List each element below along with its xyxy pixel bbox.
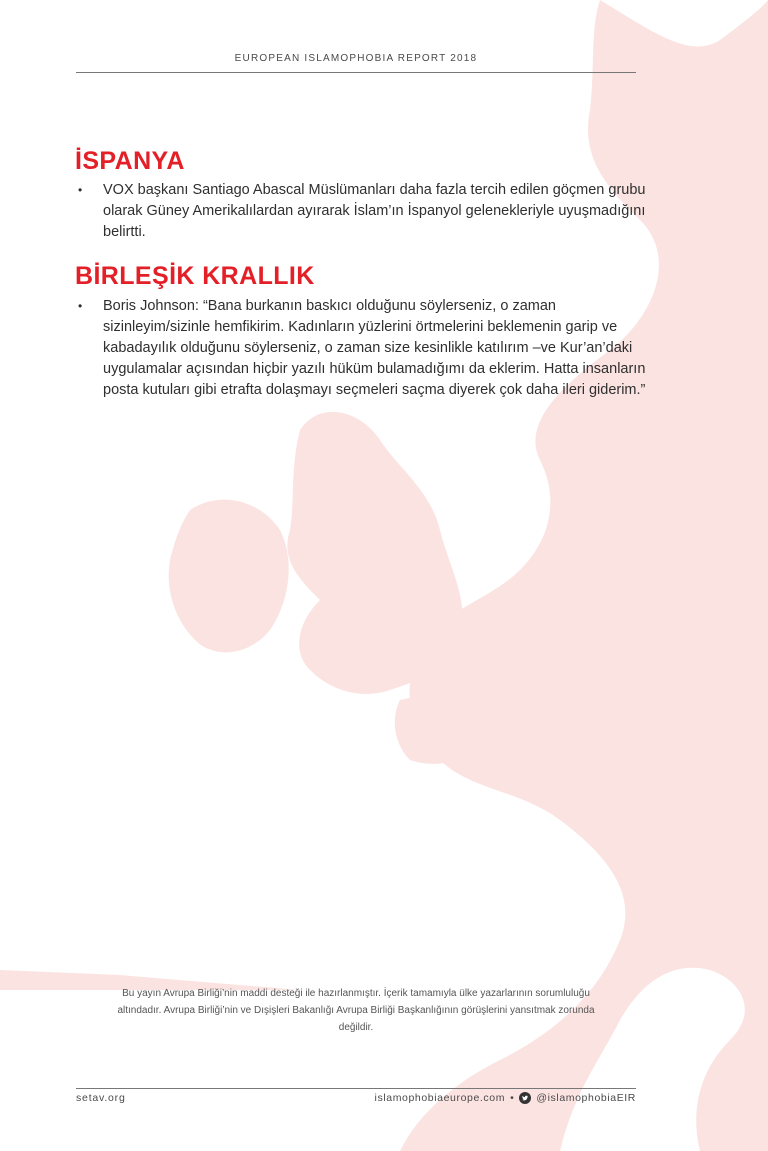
footer-twitter-handle[interactable]: @islamophobiaEIR	[536, 1092, 636, 1104]
bullet-icon: •	[78, 183, 83, 197]
header-divider	[76, 72, 636, 73]
list-item-spain	[78, 180, 678, 243]
footer-website-link[interactable]: islamophobiaeurope.com	[374, 1092, 506, 1104]
bullet-text: Boris Johnson: “Bana burkanın baskıcı olduğunu söylerseniz, o zaman sizinleyim/sizinle hemfikirim. Kadınların yüzlerini örtmelerini beklemenin garip ve kabadayılık olduğunu söylerseniz, o zaman size kesinlikle katılırım –ve Kur’an’daki uygulamalar açısından hiçbir yazılı hüküm bulamadığımı da eklerim. Hatta insanların posta kutuları gibi etrafta dolaşmayı seçmeleri saçma diyerek çok daha ileri giderim.”	[103, 298, 646, 398]
footer-separator: •	[510, 1092, 515, 1104]
list-item-uk	[78, 296, 678, 401]
twitter-bird-icon	[519, 1092, 531, 1104]
eu-disclaimer: Bu yayın Avrupa Birliği’nin maddi desteği ile hazırlanmıştır. İçerik tamamıyla ülke yazarlarının sorumluluğu altındadır. Avrupa Birliği’nin ve Dışişleri Bakanlığı Avrupa Birliği Başkanlığının görüşlerini yansıtmak zorunda değildir.	[117, 988, 595, 1033]
footer-divider	[76, 1088, 636, 1089]
report-header-title: EUROPEAN ISLAMOPHOBIA REPORT 2018	[234, 53, 478, 64]
bullet-text: VOX başkanı Santiago Abascal Müslümanları daha fazla tercih edilen göçmen grubu olarak Güney Amerikalılardan ayırarak İslam’ın İspanyol gelenekleriyle uyuşmadığını belirtti.	[103, 182, 646, 240]
footer-links	[375, 1092, 636, 1104]
footer-site-link[interactable]: setav.org	[76, 1092, 126, 1104]
bullet-icon: •	[78, 299, 83, 313]
section-heading-uk: BİRLEŞİK KRALLIK	[75, 262, 315, 290]
section-heading-spain: İSPANYA	[75, 147, 185, 175]
